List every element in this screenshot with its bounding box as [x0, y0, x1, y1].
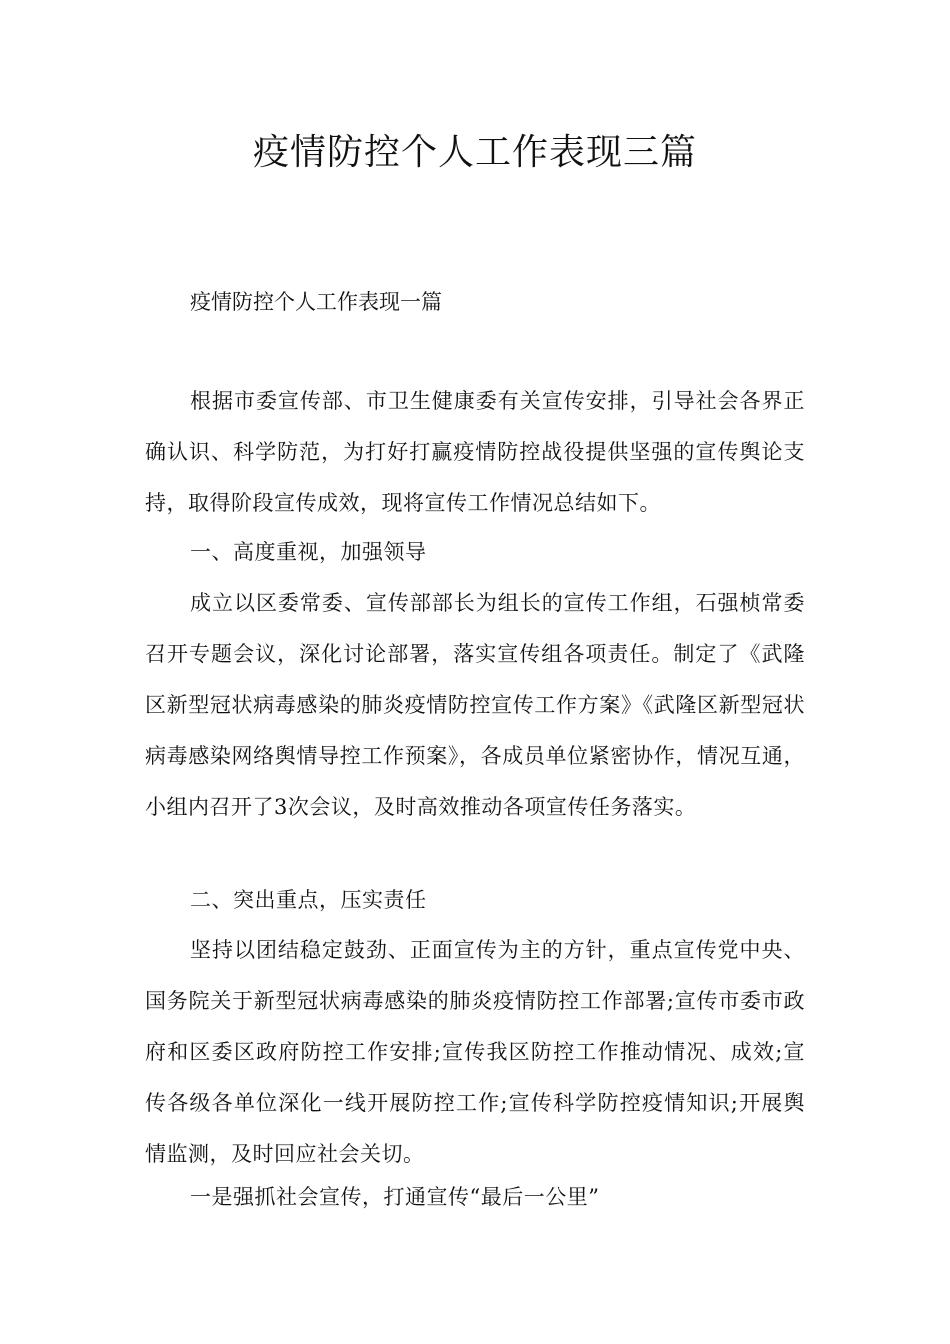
section-heading-1: 一、高度重视，加强领导 [190, 540, 427, 564]
section-paragraph-1: 成立以区委常委、宣传部部长为组长的宣传工作组，石强桢常委召开专题会议，深化讨论部署，落实宣传组各项责任。制定了《武隆区新型冠状病毒感染的肺炎疫情防控宣传工作方案》《武隆区新型冠状病毒感染网络舆情导控工作预案》，各成员单位紧密协作，情况互通，小组内召开了3次会议，及时高效推动各项宣传任务落实。 [145, 591, 805, 819]
document-subtitle: 疫情防控个人工作表现一篇 [190, 290, 442, 314]
section-heading-3: 一是强抓社会宣传，打通宣传“最后一公里” [190, 1185, 600, 1209]
intro-paragraph: 根据市委宣传部、市卫生健康委有关宣传安排，引导社会各界正确认识、科学防范，为打好打赢疫情防控战役提供坚强的宣传舆论支持，取得阶段宣传成效，现将宣传工作情况总结如下。 [145, 389, 805, 515]
section-paragraph-2: 坚持以团结稳定鼓劲、正面宣传为主的方针，重点宣传党中央、国务院关于新型冠状病毒感染的肺炎疫情防控工作部署;宣传市委市政府和区委区政府防控工作安排;宣传我区防控工作推动情况、成效;宣传各级各单位深化一线开展防控工作;宣传科学防控疫情知识;开展舆情监测，及时回应社会关切。 [145, 938, 805, 1166]
section-heading-2: 二、突出重点，压实责任 [190, 888, 427, 912]
document-title: 疫情防控个人工作表现三篇 [252, 132, 697, 173]
